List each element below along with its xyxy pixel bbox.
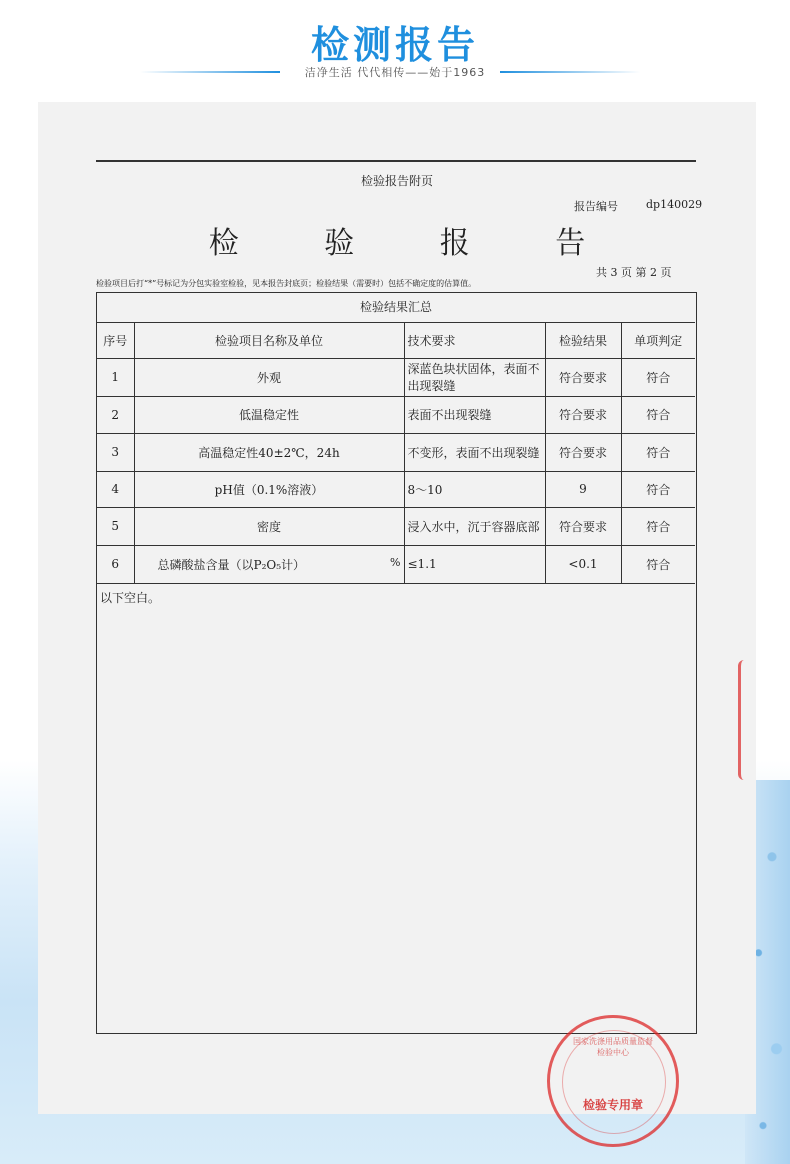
seal-ring-text: 国家洗涤用品质量监督检验中心 <box>573 1037 653 1057</box>
row-item: 低温稳定性 <box>134 396 404 433</box>
table-row <box>97 433 695 471</box>
row-item: 总磷酸盐含量（以P₂O₅计） <box>157 557 306 572</box>
table-caption: 检验结果汇总 <box>97 293 695 323</box>
inspection-seal <box>547 1015 679 1147</box>
col-header-result: 检验结果 <box>545 323 621 358</box>
table-row <box>97 507 695 545</box>
blank-note: 以下空白。 <box>100 591 161 605</box>
row-result: 符合要求 <box>545 396 621 433</box>
row-no: 6 <box>97 545 134 583</box>
col-header-item: 检验项目名称及单位 <box>134 323 404 358</box>
row-item: 高温稳定性40±2℃，24h <box>134 433 404 471</box>
row-no: 4 <box>97 471 134 507</box>
table-row <box>97 358 695 396</box>
row-item: pH值（0.1%溶液） <box>134 471 404 507</box>
row-judgement: 符合 <box>621 471 695 507</box>
table-row <box>97 471 695 507</box>
report-note: 检验项目后打“*”号标记为分包实验室检验，见本报告封底页；检验结果（需要时）包括不确定度的估算值。 <box>96 279 477 288</box>
row-item: 外观 <box>134 358 404 396</box>
table-row <box>97 396 695 433</box>
col-header-no: 序号 <box>97 323 134 358</box>
row-requirement: 不变形，表面不出现裂缝 <box>404 433 545 471</box>
table-header-row <box>97 323 695 358</box>
report-title: 检 验 报 告 <box>208 226 624 261</box>
appendix-title: 检验报告附页 <box>360 174 433 188</box>
seal-text: 检验专用章 <box>582 1098 643 1112</box>
report-document <box>38 102 756 1114</box>
row-requirement: 8～10 <box>404 471 545 507</box>
header-divider-right <box>500 71 640 73</box>
results-table <box>96 292 697 1112</box>
row-judgement: 符合 <box>621 545 695 583</box>
row-unit: % <box>390 555 401 569</box>
row-judgement: 符合 <box>621 433 695 471</box>
row-no: 1 <box>97 358 134 396</box>
col-header-requirement: 技术要求 <box>404 323 545 358</box>
row-requirement: 表面不出现裂缝 <box>404 396 545 433</box>
results-grid <box>97 323 695 584</box>
row-result: 符合要求 <box>545 358 621 396</box>
page-subtitle: 洁净生活 代代相传——始于1963 <box>304 66 486 79</box>
top-rule <box>96 160 696 162</box>
side-seal-fragment <box>738 660 763 780</box>
row-result: 符合要求 <box>545 507 621 545</box>
row-requirement: 浸入水中，沉于容器底部 <box>404 507 545 545</box>
row-judgement: 符合 <box>621 507 695 545</box>
row-result: 9 <box>545 471 621 507</box>
row-item: 密度 <box>134 507 404 545</box>
row-item-cell <box>134 545 404 583</box>
row-no: 2 <box>97 396 134 433</box>
page-header <box>0 0 790 90</box>
row-result: 符合要求 <box>545 433 621 471</box>
col-header-judgement: 单项判定 <box>621 323 695 358</box>
row-no: 3 <box>97 433 134 471</box>
table-row <box>97 545 695 583</box>
row-judgement: 符合 <box>621 396 695 433</box>
row-judgement: 符合 <box>621 358 695 396</box>
row-result: <0.1 <box>545 545 621 583</box>
page-title: 检测报告 <box>310 23 479 67</box>
report-number: dp140029 <box>646 198 703 211</box>
row-requirement: 深蓝色块状固体，表面不出现裂缝 <box>404 358 545 396</box>
row-requirement: ≤1.1 <box>404 545 545 583</box>
page-count: 共 3 页 第 2 页 <box>596 266 672 279</box>
report-number-label: 报告编号 <box>574 200 618 213</box>
row-no: 5 <box>97 507 134 545</box>
